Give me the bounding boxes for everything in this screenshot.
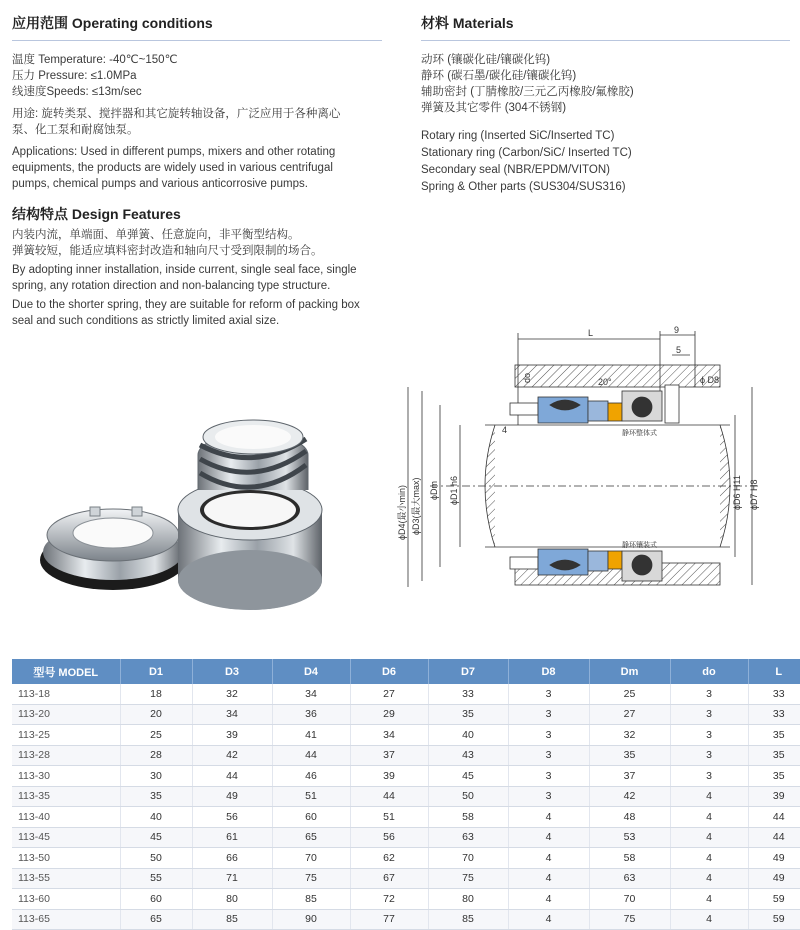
table-cell: 49 bbox=[748, 868, 800, 889]
table-row bbox=[12, 848, 800, 869]
table-cell: 59 bbox=[748, 909, 800, 930]
table-cell: 3 bbox=[508, 725, 589, 746]
table-cell: 58 bbox=[589, 848, 670, 869]
table-cell: 49 bbox=[748, 848, 800, 869]
table-header-row bbox=[12, 659, 800, 684]
speed-line: 线速度Speeds: ≤13m/sec bbox=[12, 86, 142, 98]
table-cell: 4 bbox=[670, 889, 748, 910]
dim-label-d4: ϕD4(最小min) bbox=[397, 484, 407, 540]
dim-label-angle: 20° bbox=[598, 377, 612, 387]
dim-label-d8: ϕ D8 bbox=[700, 375, 720, 385]
rotating-assembly-photo bbox=[178, 420, 322, 610]
table-cell: 85 bbox=[428, 909, 508, 930]
table-cell: 39 bbox=[192, 725, 272, 746]
table-cell: 4 bbox=[508, 807, 589, 828]
table-cell: 51 bbox=[350, 807, 428, 828]
design-cn-line: 内装内流，单端面、单弹簧、任意旋向，非平衡型结构。 bbox=[12, 229, 300, 241]
table-row bbox=[12, 909, 800, 930]
material-cn-line: 弹簧及其它零件 (304不锈钢) bbox=[421, 102, 567, 114]
column-header: D4 bbox=[272, 659, 350, 684]
table-cell: 3 bbox=[670, 745, 748, 766]
table-cell: 35 bbox=[748, 725, 800, 746]
table-cell: 18 bbox=[120, 684, 192, 704]
table-cell: 51 bbox=[272, 786, 350, 807]
temperature-line: 温度 Temperature: -40℃~150℃ bbox=[12, 54, 178, 66]
table-cell: 3 bbox=[508, 684, 589, 704]
table-cell: 59 bbox=[748, 889, 800, 910]
design-cn-line: 弹簧较短，能适应填料密封改造和轴向尺寸受到限制的场合。 bbox=[12, 245, 323, 257]
model-cell: 113-20 bbox=[12, 704, 120, 725]
table-cell: 4 bbox=[670, 848, 748, 869]
table-row bbox=[12, 807, 800, 828]
table-cell: 46 bbox=[272, 766, 350, 787]
table-row bbox=[12, 684, 800, 704]
material-cn-line: 静环 (碳石墨/碳化硅/镶碳化钨) bbox=[421, 70, 577, 82]
column-header: D1 bbox=[120, 659, 192, 684]
table-cell: 80 bbox=[428, 889, 508, 910]
model-cell: 113-45 bbox=[12, 827, 120, 848]
table-cell: 3 bbox=[670, 725, 748, 746]
table-cell: 63 bbox=[428, 827, 508, 848]
table-cell: 4 bbox=[508, 889, 589, 910]
table-cell: 55 bbox=[120, 868, 192, 889]
design-en-line: Due to the shorter spring, they are suitable for reform of packing box bbox=[12, 299, 360, 311]
material-en-line: Rotary ring (Inserted SiC/Inserted TC) bbox=[421, 130, 615, 142]
technical-drawing bbox=[390, 325, 790, 625]
table-cell: 33 bbox=[748, 684, 800, 704]
applications-line: pumps, chemical pumps and various anticorrosive pumps. bbox=[12, 178, 308, 190]
table-cell: 65 bbox=[272, 827, 350, 848]
dim-label-9: 9 bbox=[674, 325, 680, 335]
table-cell: 33 bbox=[428, 684, 508, 704]
column-header: 型号 MODEL bbox=[12, 659, 120, 684]
table-cell: 43 bbox=[428, 745, 508, 766]
table-row bbox=[12, 745, 800, 766]
table-cell: 44 bbox=[748, 807, 800, 828]
seal-section-top bbox=[510, 385, 679, 423]
table-cell: 44 bbox=[748, 827, 800, 848]
dim-label-d6: ϕD6 H11 bbox=[732, 475, 742, 510]
model-cell: 113-40 bbox=[12, 807, 120, 828]
materials-heading: 材料 Materials bbox=[421, 15, 514, 31]
table-cell: 41 bbox=[272, 725, 350, 746]
design-features-heading: 结构特点 Design Features bbox=[12, 206, 181, 222]
table-cell: 85 bbox=[272, 889, 350, 910]
use-cn-line: 泵、化工泵和耐腐蚀泵。 bbox=[12, 124, 139, 136]
dim-label-L: L bbox=[588, 328, 594, 338]
table-cell: 65 bbox=[120, 909, 192, 930]
table-cell: 63 bbox=[589, 868, 670, 889]
table-cell: 48 bbox=[589, 807, 670, 828]
table-cell: 3 bbox=[670, 766, 748, 787]
table-cell: 35 bbox=[120, 786, 192, 807]
material-cn-line: 动环 (镶碳化硅/镶碳化钨) bbox=[421, 54, 551, 66]
applications-line: equipments, the products are widely used in various centrifugal bbox=[12, 162, 333, 174]
table-cell: 28 bbox=[120, 745, 192, 766]
table-cell: 4 bbox=[508, 848, 589, 869]
table-cell: 80 bbox=[192, 889, 272, 910]
model-cell: 113-60 bbox=[12, 889, 120, 910]
table-cell: 32 bbox=[192, 684, 272, 704]
table-cell: 44 bbox=[350, 786, 428, 807]
dim-label-do: do bbox=[522, 372, 532, 383]
table-cell: 4 bbox=[670, 909, 748, 930]
table-cell: 90 bbox=[272, 909, 350, 930]
table-cell: 3 bbox=[508, 704, 589, 725]
column-header: D8 bbox=[508, 659, 589, 684]
table-row bbox=[12, 827, 800, 848]
table-cell: 75 bbox=[589, 909, 670, 930]
table-cell: 4 bbox=[670, 868, 748, 889]
design-en-line: spring, any rotation direction and non-balancing type structure. bbox=[12, 280, 331, 292]
table-cell: 85 bbox=[192, 909, 272, 930]
table-cell: 71 bbox=[192, 868, 272, 889]
table-cell: 4 bbox=[508, 827, 589, 848]
table-cell: 60 bbox=[272, 807, 350, 828]
model-cell: 113-25 bbox=[12, 725, 120, 746]
table-cell: 40 bbox=[120, 807, 192, 828]
table-cell: 67 bbox=[350, 868, 428, 889]
housing-top bbox=[515, 365, 720, 387]
table-cell: 4 bbox=[508, 868, 589, 889]
table-cell: 35 bbox=[748, 745, 800, 766]
table-cell: 27 bbox=[350, 684, 428, 704]
spec-table bbox=[12, 659, 800, 930]
design-en-line: seal and such conditions as strictly limited axial size. bbox=[12, 315, 280, 327]
table-cell: 77 bbox=[350, 909, 428, 930]
model-cell: 113-18 bbox=[12, 684, 120, 704]
table-cell: 3 bbox=[508, 745, 589, 766]
table-cell: 45 bbox=[428, 766, 508, 787]
table-cell: 72 bbox=[350, 889, 428, 910]
operating-conditions-block bbox=[12, 52, 387, 195]
table-cell: 70 bbox=[589, 889, 670, 910]
table-cell: 35 bbox=[748, 766, 800, 787]
model-cell: 113-30 bbox=[12, 766, 120, 787]
table-cell: 50 bbox=[428, 786, 508, 807]
model-cell: 113-35 bbox=[12, 786, 120, 807]
table-cell: 32 bbox=[589, 725, 670, 746]
table-cell: 75 bbox=[272, 868, 350, 889]
material-cn-line: 辅助密封 (丁腈橡胶/三元乙丙橡胶/氟橡胶) bbox=[421, 86, 634, 98]
column-header: do bbox=[670, 659, 748, 684]
table-cell: 56 bbox=[350, 827, 428, 848]
model-cell: 113-55 bbox=[12, 868, 120, 889]
dim-label-dm: ϕDm bbox=[429, 480, 439, 500]
table-cell: 36 bbox=[272, 704, 350, 725]
table-cell: 20 bbox=[120, 704, 192, 725]
table-cell: 70 bbox=[428, 848, 508, 869]
table-cell: 30 bbox=[120, 766, 192, 787]
column-header: Dm bbox=[589, 659, 670, 684]
table-cell: 34 bbox=[272, 684, 350, 704]
table-cell: 50 bbox=[120, 848, 192, 869]
table-row bbox=[12, 786, 800, 807]
table-cell: 44 bbox=[192, 766, 272, 787]
table-cell: 75 bbox=[428, 868, 508, 889]
table-cell: 35 bbox=[589, 745, 670, 766]
table-cell: 37 bbox=[350, 745, 428, 766]
table-cell: 34 bbox=[350, 725, 428, 746]
dim-label-d1: ϕD1 h6 bbox=[449, 475, 459, 505]
applications-line: Applications: Used in different pumps, mixers and other rotating bbox=[12, 146, 336, 158]
table-cell: 3 bbox=[670, 704, 748, 725]
heading-divider bbox=[12, 40, 382, 41]
table-cell: 25 bbox=[589, 684, 670, 704]
material-en-line: Spring & Other parts (SUS304/SUS316) bbox=[421, 181, 626, 193]
table-cell: 60 bbox=[120, 889, 192, 910]
table-cell: 42 bbox=[192, 745, 272, 766]
table-row bbox=[12, 766, 800, 787]
table-cell: 3 bbox=[508, 766, 589, 787]
column-header: L bbox=[748, 659, 800, 684]
dim-label-4: 4 bbox=[502, 425, 508, 435]
table-row bbox=[12, 868, 800, 889]
column-header: D6 bbox=[350, 659, 428, 684]
design-features-block bbox=[12, 227, 392, 332]
table-cell: 45 bbox=[120, 827, 192, 848]
note-integral-stationary: 静环整体式 bbox=[622, 430, 657, 437]
stationary-ring-photo bbox=[40, 507, 186, 590]
material-en-line: Stationary ring (Carbon/SiC/ Inserted TC) bbox=[421, 147, 632, 159]
table-cell: 25 bbox=[120, 725, 192, 746]
table-cell: 42 bbox=[589, 786, 670, 807]
table-cell: 53 bbox=[589, 827, 670, 848]
column-header: D7 bbox=[428, 659, 508, 684]
dim-label-5: 5 bbox=[676, 345, 682, 355]
table-cell: 44 bbox=[272, 745, 350, 766]
table-row bbox=[12, 725, 800, 746]
table-row bbox=[12, 889, 800, 910]
model-cell: 113-65 bbox=[12, 909, 120, 930]
table-cell: 3 bbox=[508, 786, 589, 807]
table-cell: 56 bbox=[192, 807, 272, 828]
table-cell: 4 bbox=[670, 827, 748, 848]
table-cell: 39 bbox=[748, 786, 800, 807]
table-cell: 40 bbox=[428, 725, 508, 746]
table-cell: 4 bbox=[508, 909, 589, 930]
table-cell: 34 bbox=[192, 704, 272, 725]
table-cell: 37 bbox=[589, 766, 670, 787]
note-inlaid-stationary: 静环镶装式 bbox=[622, 542, 657, 549]
materials-block bbox=[421, 52, 791, 199]
product-photo bbox=[28, 415, 358, 625]
pressure-line: 压力 Pressure: ≤1.0MPa bbox=[12, 70, 137, 82]
operating-conditions-heading: 应用范围 Operating conditions bbox=[12, 15, 213, 31]
table-cell: 62 bbox=[350, 848, 428, 869]
table-cell: 27 bbox=[589, 704, 670, 725]
model-cell: 113-28 bbox=[12, 745, 120, 766]
table-cell: 58 bbox=[428, 807, 508, 828]
model-cell: 113-50 bbox=[12, 848, 120, 869]
table-cell: 35 bbox=[428, 704, 508, 725]
table-cell: 49 bbox=[192, 786, 272, 807]
design-en-line: By adopting inner installation, inside current, single seal face, single bbox=[12, 264, 357, 276]
table-row bbox=[12, 704, 800, 725]
table-cell: 3 bbox=[670, 684, 748, 704]
dim-label-d7: ϕD7 H8 bbox=[749, 479, 759, 510]
table-cell: 4 bbox=[670, 786, 748, 807]
dim-label-d3: ϕD3(最大max) bbox=[411, 477, 421, 535]
table-cell: 66 bbox=[192, 848, 272, 869]
table-cell: 29 bbox=[350, 704, 428, 725]
heading-divider bbox=[421, 40, 790, 41]
table-cell: 33 bbox=[748, 704, 800, 725]
use-cn-line: 用途: 旋转类泵、搅拌器和其它旋转轴设备，广泛应用于各种离心 bbox=[12, 108, 341, 120]
table-cell: 39 bbox=[350, 766, 428, 787]
table-cell: 61 bbox=[192, 827, 272, 848]
material-en-line: Secondary seal (NBR/EPDM/VITON) bbox=[421, 164, 610, 176]
table-cell: 70 bbox=[272, 848, 350, 869]
column-header: D3 bbox=[192, 659, 272, 684]
table-cell: 4 bbox=[670, 807, 748, 828]
